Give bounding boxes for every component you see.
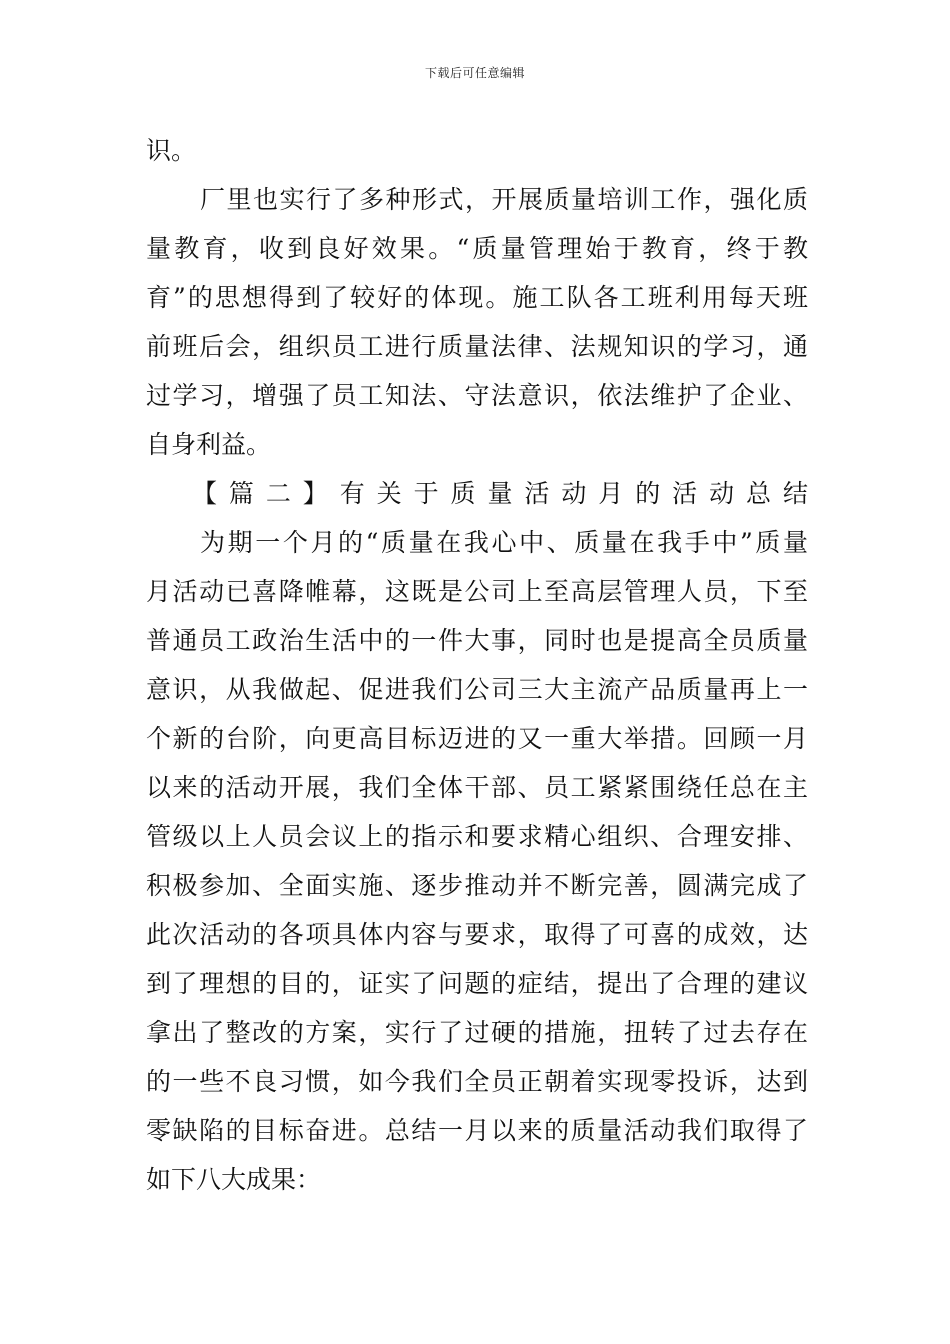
text-line: 育”的思想得到了较好的体现。施工队各工班利用每天班 bbox=[146, 283, 808, 312]
text-line: 月活动已喜降帷幕，这既是公司上至高层管理人员，下至 bbox=[146, 577, 808, 606]
text-line: 到了理想的目的，证实了问题的症结，提出了合理的建议 bbox=[146, 969, 808, 998]
text-line: 零缺陷的目标奋进。总结一月以来的质量活动我们取得了 bbox=[146, 1116, 808, 1145]
text-line: 管级以上人员会议上的指示和要求精心组织、合理安排、 bbox=[146, 822, 808, 851]
section-heading: 【篇二】有关于质量活动月的活动总结 bbox=[192, 479, 808, 508]
text-line: 的一些不良习惯，如今我们全员正朝着实现零投诉，达到 bbox=[146, 1067, 808, 1096]
text-lines bbox=[146, 126, 808, 1204]
text-line: 识。 bbox=[146, 136, 197, 165]
text-line: 厂里也实行了多种形式，开展质量培训工作，强化质 bbox=[200, 185, 808, 214]
text-line: 此次活动的各项具体内容与要求，取得了可喜的成效，达 bbox=[146, 920, 808, 949]
text-line: 个新的台阶，向更高目标迈进的又一重大举措。回顾一月 bbox=[146, 724, 808, 753]
text-line: 以来的活动开展，我们全体干部、员工紧紧围绕任总在主 bbox=[146, 773, 808, 802]
text-line: 意识，从我做起、促进我们公司三大主流产品质量再上一 bbox=[146, 675, 808, 704]
text-line: 积极参加、全面实施、逐步推动并不断完善，圆满完成了 bbox=[146, 871, 808, 900]
text-line: 自身利益。 bbox=[146, 430, 272, 459]
text-line: 拿出了整改的方案，实行了过硬的措施，扭转了过去存在 bbox=[146, 1018, 808, 1047]
text-line: 为期一个月的“质量在我心中、质量在我手中”质量 bbox=[200, 528, 808, 557]
page-header: 下载后可任意编辑 bbox=[424, 66, 525, 80]
document-body bbox=[146, 126, 808, 1204]
text-line: 前班后会，组织员工进行质量法律、法规知识的学习，通 bbox=[146, 332, 808, 361]
text-line: 普通员工政治生活中的一件大事，同时也是提高全员质量 bbox=[146, 626, 808, 655]
text-line: 量教育，收到良好效果。“质量管理始于教育，终于教 bbox=[146, 234, 808, 263]
text-line: 如下八大成果： bbox=[146, 1165, 322, 1194]
text-line: 过学习，增强了员工知法、守法意识，依法维护了企业、 bbox=[146, 381, 808, 410]
